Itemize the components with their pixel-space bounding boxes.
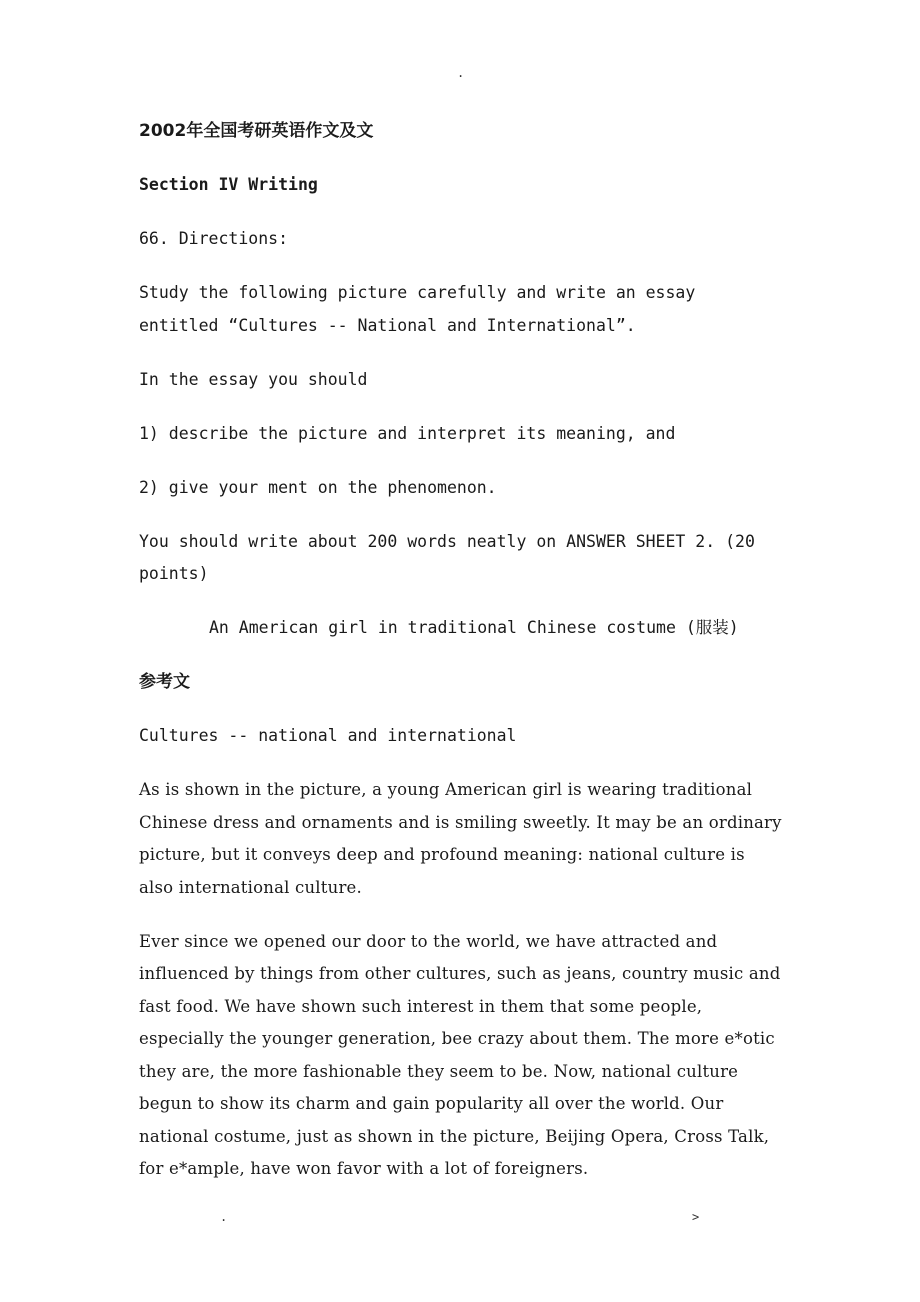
requirement-item-2: 2) give your ment on the phenomenon.: [139, 477, 497, 497]
essay-paragraph-2: Ever since we opened our door to the world, we have attracted and influenced by things from other cultures, such as jeans, country music and fast food. We have shown such interest in them that some people, especially the younger generation, bee crazy about them. The more e*otic they are, the more fashionable they seem to be. Now, national culture begun to show its charm and gain popularity all over the world. Our national costume, just as shown in the picture, Beijing Opera, Cross Talk, for e*ample, have won favor with a lot of foreigners.: [139, 931, 781, 1178]
word-count-instruction: You should write about 200 words neatly on ANSWER SHEET 2. (20 points): [139, 531, 755, 583]
should-text: In the essay you should: [139, 369, 368, 389]
document-body: [139, 115, 784, 1207]
reference-heading: 参考文: [139, 672, 190, 692]
instruction-text: Study the following picture carefully and write an essay entitled “Cultures -- National and International”.: [139, 283, 696, 335]
header-mark: .: [457, 66, 465, 80]
footer-left-mark: .: [220, 1210, 228, 1224]
footer-right-mark: >: [692, 1210, 700, 1224]
requirement-item-1: 1) describe the picture and interpret its meaning, and: [139, 423, 676, 443]
directions-label: 66. Directions:: [139, 229, 289, 248]
essay-paragraph-1: As is shown in the picture, a young American girl is wearing traditional Chinese dress and ornaments and is smiling sweetly. It may be an ordinary picture, but it conveys deep and profound meaning: national culture is also international culture.: [139, 780, 782, 897]
section-heading: Section IV Writing: [139, 175, 318, 194]
picture-caption: An American girl in traditional Chinese costume (服装): [209, 618, 739, 637]
essay-title: Cultures -- national and international: [139, 726, 517, 745]
document-title: 2002年全国考研英语作文及文: [139, 121, 374, 141]
